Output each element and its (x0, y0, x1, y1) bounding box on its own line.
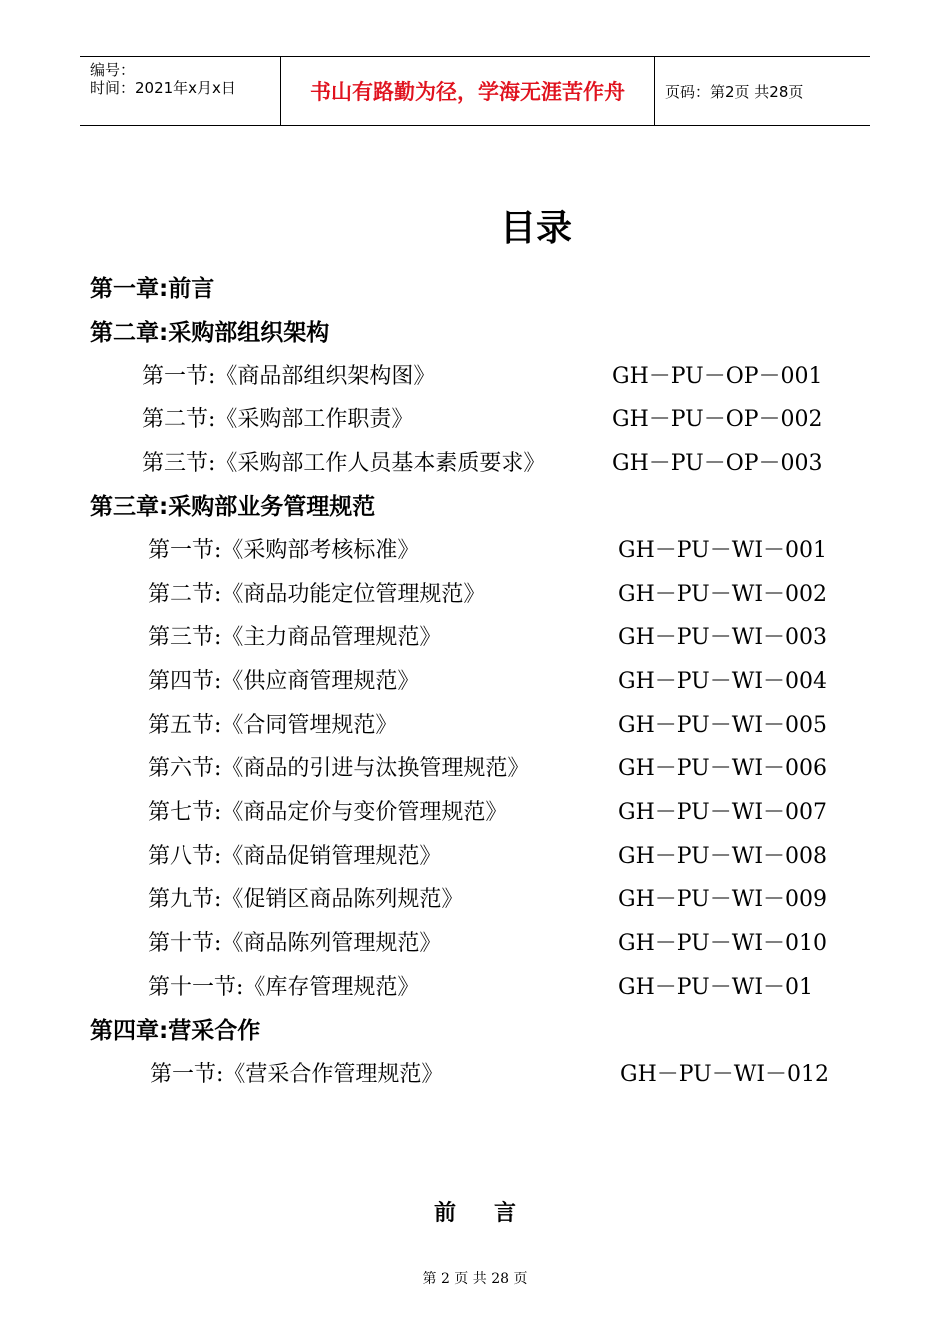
toc-section: 第二节:《采购部工作职责》 (142, 407, 414, 432)
toc-section: 第十节:《商品陈列管理规范》 (148, 931, 442, 956)
toc-section-code: GH－PU－WI－009 (618, 887, 828, 912)
toc-section: 第一节:《营采合作管理规范》 (150, 1062, 444, 1087)
toc-section: 第三节:《采购部工作人员基本素质要求》 (142, 451, 546, 476)
toc-section: 第一节:《采购部考核标准》 (148, 538, 420, 563)
toc-section-code: GH－PU－WI－006 (618, 756, 828, 781)
toc-section-code: GH－PU－OP－003 (612, 451, 823, 476)
toc-section: 第二节:《商品功能定位管理规范》 (148, 582, 486, 607)
toc-chapter-2: 第二章:采购部组织架构 (90, 320, 330, 346)
page-footer: 第 2 页 共 28 页 (422, 1271, 528, 1287)
toc-section-code: GH－PU－WI－01 (618, 975, 814, 1000)
toc-section-code: GH－PU－WI－001 (618, 538, 828, 563)
toc-section: 第十一节:《库存管理规范》 (148, 975, 420, 1000)
toc-section-code: GH－PU－WI－007 (618, 800, 828, 825)
toc-section-code: GH－PU－WI－005 (618, 713, 828, 738)
header-page-info: 页码：第2页 共28页 (665, 82, 804, 101)
toc-section: 第九节:《促销区商品陈列规范》 (148, 887, 464, 912)
toc-section: 第一节:《商品部组织架构图》 (142, 364, 436, 389)
toc-section: 第八节:《商品促销管理规范》 (148, 844, 442, 869)
header-meta (80, 57, 281, 125)
toc-section-code: GH－PU－WI－003 (618, 625, 828, 650)
toc-chapter-4: 第四章:营采合作 (90, 1018, 261, 1044)
toc-section: 第四节:《供应商管理规范》 (148, 669, 420, 694)
document-number-label: 编号： (90, 61, 136, 79)
toc-section-code: GH－PU－WI－012 (620, 1062, 830, 1087)
toc-section: 第三节:《主力商品管理规范》 (148, 625, 442, 650)
preface-heading: 前言 (433, 1201, 554, 1226)
toc-section-code: GH－PU－WI－008 (618, 844, 828, 869)
toc-section-code: GH－PU－OP－001 (612, 364, 823, 389)
toc-title: 目录 (499, 208, 572, 249)
document-time-label: 时间：2021年x月x日 (90, 79, 236, 97)
toc-section: 第七节:《商品定价与变价管理规范》 (148, 800, 508, 825)
toc-section: 第五节:《合同管埋规范》 (148, 713, 398, 738)
toc-section-code: GH－PU－WI－002 (618, 582, 828, 607)
header-motto: 书山有路勤为径，学海无涯苦作舟 (281, 57, 655, 125)
toc-chapter-1: 第一章:前言 (90, 276, 215, 302)
toc-chapter-3: 第三章:采购部业务管理规范 (90, 494, 376, 520)
toc-section-code: GH－PU－OP－002 (612, 407, 823, 432)
toc-section-code: GH－PU－WI－004 (618, 669, 828, 694)
toc-section: 第六节:《商品的引进与汰换管理规范》 (148, 756, 530, 781)
toc-section-code: GH－PU－WI－010 (618, 931, 828, 956)
page-header (80, 56, 870, 126)
